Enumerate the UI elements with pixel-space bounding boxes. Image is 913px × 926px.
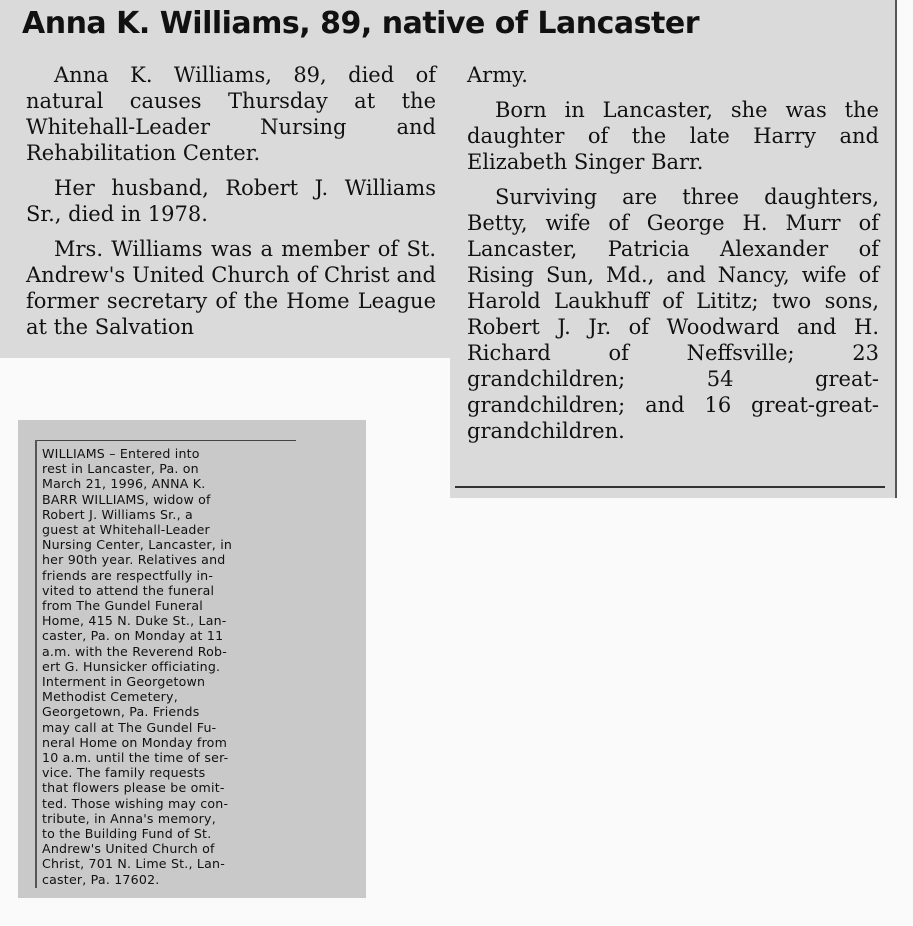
obituary-paragraph: Surviving are three daughters, Betty, wife of George H. Murr of Lancaster, Patricia Alexander of Rising Sun, Md., and Nancy, wife of Harold Laukhuff of Lititz; two sons, Robert J. Jr. of Woodward and H. Richard of Neffsville; 23 grandchildren; 54 great-grandchildren; and 16 great-great-grandchildren. bbox=[467, 185, 879, 443]
obituary-headline: Anna K. Williams, 89, native of Lancaster bbox=[22, 6, 699, 41]
death-notice-text: WILLIAMS – Entered into rest in Lancaster, Pa. on March 21, 1996, ANNA K. BARR WILLIAMS, widow of Robert J. Williams Sr., a guest at Whitehall-Leader Nursing Center, Lancaster, in her 90th year. Relatives and friends are respectfully in- vited to attend the funeral from The Gundel Funeral Home, 415 N. Duke St., Lan- caster, Pa. on Monday at 11 a.m. with the Reverend Rob- ert G. Hunsicker officiating. Interment in Georgetown Methodist Cemetery, Georgetown, Pa. Friends may call at The Gundel Fu- neral Home on Monday from 10 a.m. until the time of ser- vice. The family requests that flowers please be omit- ted. Those wishing may con- tribute, in Anna's memory, to the Building Fund of St. Andrew's United Church of Christ, 701 N. Lime St., Lan- caster, Pa. 17602. bbox=[42, 446, 233, 887]
obituary-paragraph: Anna K. Williams, 89, died of natural causes Thursday at the Whitehall-Leader Nursing and Rehabilitation Center. bbox=[26, 63, 436, 165]
obituary-paragraph: Mrs. Williams was a member of St. Andrew's United Church of Christ and former secretary of the Home League at the Salvation bbox=[26, 237, 436, 339]
obituary-paragraph: Army. bbox=[467, 63, 528, 87]
clipping-bottom-rule bbox=[455, 486, 885, 488]
obituary-right-column bbox=[467, 62, 879, 453]
obituary-paragraph: Her husband, Robert J. Williams Sr., died in 1978. bbox=[26, 176, 436, 226]
notice-top-rule bbox=[36, 440, 296, 441]
notice-side-rule bbox=[35, 440, 37, 888]
obituary-paragraph: Born in Lancaster, she was the daughter of the late Harry and Elizabeth Singer Barr. bbox=[467, 98, 879, 174]
obituary-left-column bbox=[26, 62, 436, 349]
